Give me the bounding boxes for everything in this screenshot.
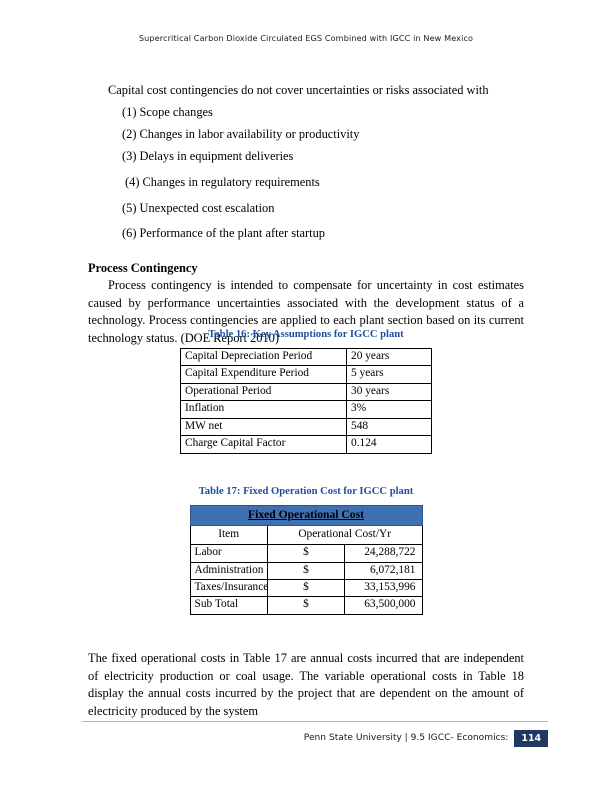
list-item: (4) Changes in regulatory requirements [125,174,320,189]
table17-banner-row [190,506,422,526]
list-item: (5) Unexpected cost escalation [122,200,275,215]
contingency-exclusions-list [88,106,524,240]
table-row [190,545,422,562]
table16-value: 5 years [347,366,432,383]
table17-currency: $ [267,597,344,614]
list-item: (3) Delays in equipment deliveries [122,148,294,163]
table17-banner-cell [190,506,422,526]
table16 [180,348,432,454]
section-paragraph: Process contingency is intended to compensate for uncertainty in cost estimates caused by performance uncertainties associated with the development status of a technology. Process contingencies are applied to each plant section based on its current technology status. (DOE Report 2010) [88,278,524,346]
table17-banner-text: Fixed Operational Cost [248,508,364,521]
table17-item: Taxes/Insurance [190,580,267,597]
list-item: (6) Performance of the plant after startup [122,226,325,241]
table17-col-item: Item [190,525,267,544]
table-row [181,401,432,418]
table16-key: Capital Expenditure Period [181,366,347,383]
table16-key: Operational Period [181,383,347,400]
table17-item: Administration [190,562,267,579]
table17-block [0,486,612,615]
table16-value: 30 years [347,383,432,400]
table16-key: Inflation [181,401,347,418]
table17 [190,505,423,615]
page-footer [0,729,548,746]
table16-key: MW net [181,418,347,435]
list-item: (1) Scope changes [122,104,213,119]
table17-amount: 33,153,996 [345,580,422,597]
section-heading-process-contingency: Process Contingency [88,260,198,275]
table17-item: Sub Total [190,597,267,614]
page-number-badge: 114 [514,730,548,747]
table-row [181,418,432,435]
table-row [190,562,422,579]
table17-item: Labor [190,545,267,562]
table-row [190,580,422,597]
table17-caption: Table 17: Fixed Operation Cost for IGCC plant [198,486,414,497]
table-row [190,597,422,614]
table16-key: Capital Depreciation Period [181,349,347,366]
table16-value: 20 years [347,349,432,366]
table16-key: Charge Capital Factor [181,436,347,453]
table16-value: 0.124 [347,436,432,453]
table17-currency: $ [267,545,344,562]
table17-amount: 63,500,000 [345,597,422,614]
lead-paragraph: Capital cost contingencies do not cover uncertainties or risks associated with [108,83,489,97]
table16-value: 3% [347,401,432,418]
footer-divider [82,721,548,722]
table-row [181,366,432,383]
closing-block [88,650,524,720]
footer-text: Penn State University | 9.5 IGCC- Economics: [303,733,509,743]
running-header: Supercritical Carbon Dioxide Circulated EGS Combined with IGCC in New Mexico [138,33,474,43]
table16-caption: Table 16: Key Assumptions for IGCC plant [208,329,404,340]
table16-block [0,329,612,454]
table-row [181,349,432,366]
table17-header-row [190,525,422,544]
closing-paragraph: The fixed operational costs in Table 17 are annual costs incurred that are independent of electricity production or coal usage. The variable operational costs in Table 18 display the annual costs incurred by the project that are dependent on the amount of electricity produced by the system [88,651,524,718]
table17-col-cost: Operational Cost/Yr [267,525,422,544]
table17-currency: $ [267,580,344,597]
table17-amount: 24,288,722 [345,545,422,562]
table16-value: 548 [347,418,432,435]
body-content [88,84,524,348]
table17-currency: $ [267,562,344,579]
table-row [181,436,432,453]
table-row [181,383,432,400]
table17-amount: 6,072,181 [345,562,422,579]
list-item: (2) Changes in labor availability or productivity [122,126,360,141]
